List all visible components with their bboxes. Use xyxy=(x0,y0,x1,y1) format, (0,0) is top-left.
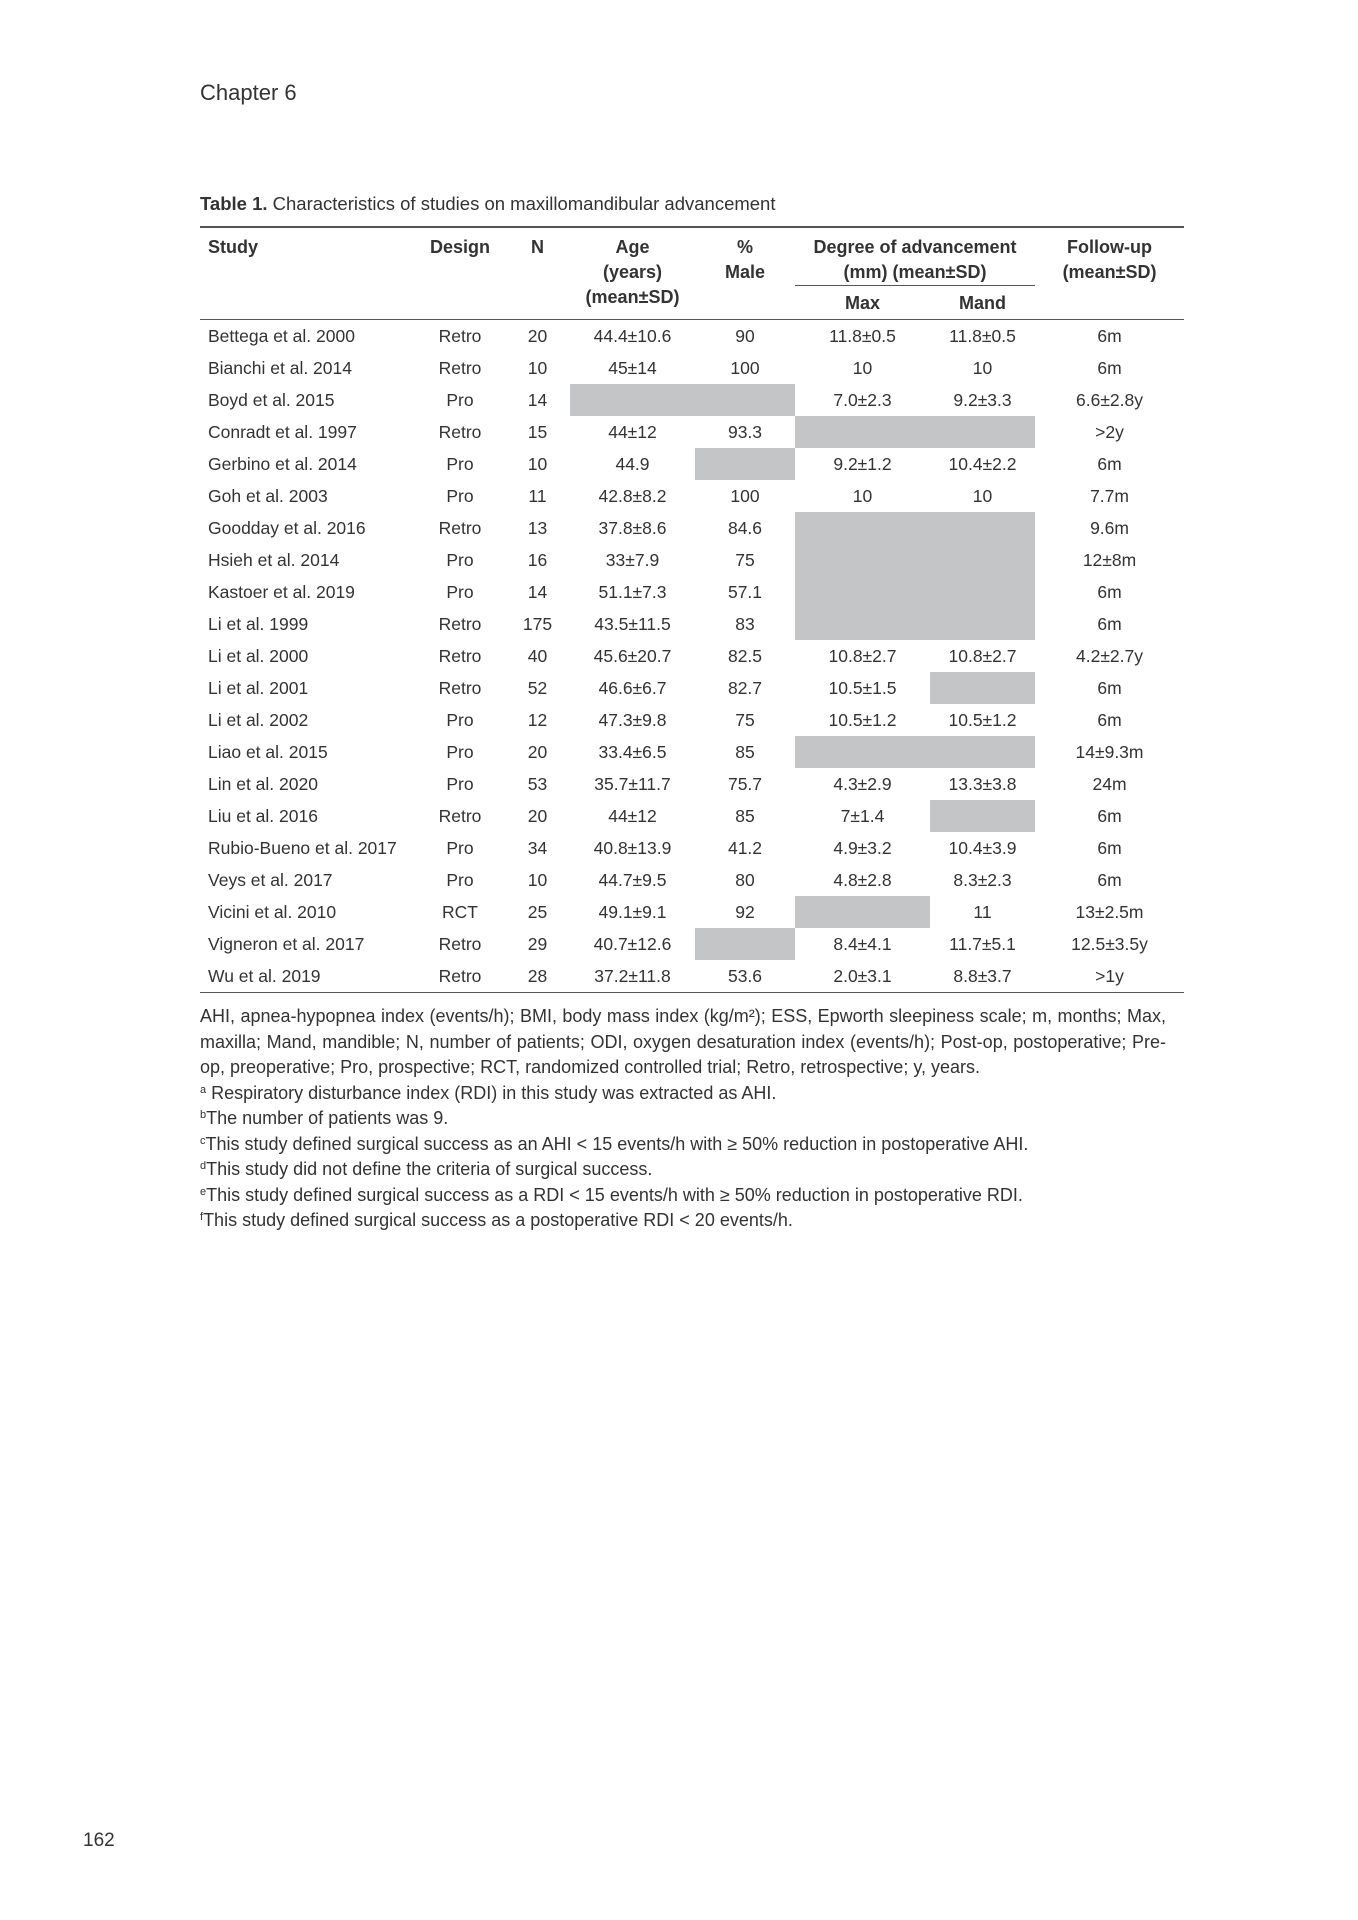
cell-design: Pro xyxy=(446,453,474,474)
cell-study: Bianchi et al. 2014 xyxy=(208,357,352,378)
cell-followup: 6m xyxy=(1097,869,1122,890)
cell-age: 33±7.9 xyxy=(605,549,660,570)
cell-age: 47.3±9.8 xyxy=(598,709,667,730)
cell-study: Conradt et al. 1997 xyxy=(208,421,357,442)
header-advancement: Degree of advancement (mm) (mean±SD) xyxy=(795,227,1035,286)
cell-study: Goodday et al. 2016 xyxy=(208,517,366,538)
cell-age: 40.7±12.6 xyxy=(593,933,672,954)
cell-max: 10.5±1.5 xyxy=(828,677,897,698)
cell-n: 25 xyxy=(527,901,548,922)
footnote-text: This study defined surgical success as an AHI < 15 events/h with ≥ 50% reduction in postoperative AHI. xyxy=(205,1133,1029,1154)
cell-max xyxy=(795,608,930,640)
cell-mand xyxy=(930,736,1035,768)
page-number: 162 xyxy=(83,1830,115,1851)
cell-design: Pro xyxy=(446,773,474,794)
table-row xyxy=(200,736,1184,768)
cell-followup: 6m xyxy=(1097,581,1122,602)
cell-followup: 14±9.3m xyxy=(1075,741,1144,762)
cell-age: 44.9 xyxy=(615,453,650,474)
table-caption-text: Characteristics of studies on maxillomandibular advancement xyxy=(267,193,776,214)
cell-male: 85 xyxy=(735,805,755,826)
cell-male xyxy=(695,384,795,416)
table-caption-label: Table 1. xyxy=(200,193,268,214)
cell-max xyxy=(795,416,930,448)
cell-followup: >1y xyxy=(1035,960,1184,993)
cell-mand: 11 xyxy=(973,901,992,922)
cell-followup: 6m xyxy=(1097,357,1122,378)
cell-mand: 9.2±3.3 xyxy=(953,389,1012,410)
footnote xyxy=(200,1106,1166,1132)
cell-mand xyxy=(930,576,1035,608)
cell-followup: 4.2±2.7y xyxy=(1076,645,1144,666)
header-age: Age (years) (mean±SD) xyxy=(570,227,695,320)
cell-study: Wu et al. 2019 xyxy=(200,960,415,993)
cell-study: Rubio-Bueno et al. 2017 xyxy=(208,837,397,858)
cell-max: 10.5±1.2 xyxy=(828,709,897,730)
cell-max: 4.3±2.9 xyxy=(833,773,892,794)
cell-n: 14 xyxy=(527,581,548,602)
cell-study: Bettega et al. 2000 xyxy=(208,325,355,346)
cell-age: 33.4±6.5 xyxy=(598,741,667,762)
cell-mand: 10.5±1.2 xyxy=(948,709,1017,730)
cell-design: Retro xyxy=(438,613,482,634)
cell-study: Liu et al. 2016 xyxy=(208,805,318,826)
cell-age: 49.1±9.1 xyxy=(598,901,667,922)
cell-mand: 10 xyxy=(972,485,993,506)
table-row xyxy=(200,640,1184,672)
cell-study: Li et al. 2002 xyxy=(208,709,309,730)
cell-max: 7±1.4 xyxy=(840,805,885,826)
footnote-text: This study defined surgical success as a postoperative RDI < 20 events/h. xyxy=(203,1210,793,1230)
table-row xyxy=(200,416,1184,448)
footnote xyxy=(200,1183,1166,1209)
cell-design: Pro xyxy=(446,581,474,602)
footnote-text: This study did not define the criteria of surgical success. xyxy=(206,1159,653,1179)
footnote xyxy=(200,1157,1166,1183)
cell-design: Retro xyxy=(438,677,482,698)
cell-max: 9.2±1.2 xyxy=(833,453,892,474)
cell-male: 100 xyxy=(730,357,760,378)
cell-design: Retro xyxy=(438,421,482,442)
footnote-mark: b xyxy=(200,1109,207,1121)
table-row xyxy=(200,576,1184,608)
cell-max xyxy=(795,896,930,928)
cell-n: 28 xyxy=(505,960,570,993)
footnote-mark: f xyxy=(200,1211,204,1223)
cell-followup: >2y xyxy=(1095,421,1124,442)
cell-followup: 24m xyxy=(1092,773,1127,794)
table-row xyxy=(200,672,1184,704)
cell-n: 12 xyxy=(527,709,548,730)
table-row xyxy=(200,352,1184,384)
footnote-mark: d xyxy=(200,1160,207,1172)
cell-design: Pro xyxy=(446,837,474,858)
cell-age: 45±14 xyxy=(608,357,657,378)
cell-male: 92 xyxy=(735,901,755,922)
chapter-header: Chapter 6 xyxy=(200,80,297,105)
cell-max: 10 xyxy=(852,485,873,506)
cell-age: 44.4±10.6 xyxy=(593,325,672,346)
cell-n: 10 xyxy=(527,869,548,890)
cell-mand xyxy=(930,672,1035,704)
cell-study: Boyd et al. 2015 xyxy=(208,389,335,410)
table-body xyxy=(200,320,1184,993)
footnote-mark: c xyxy=(200,1134,206,1147)
cell-design: Retro xyxy=(438,517,482,538)
cell-max: 8.4±4.1 xyxy=(833,933,892,954)
cell-age: 43.5±11.5 xyxy=(594,613,671,634)
footnote-list xyxy=(200,1081,1166,1234)
cell-age: 51.1±7.3 xyxy=(598,581,667,602)
cell-followup: 9.6m xyxy=(1090,517,1129,538)
footnote-mark: e xyxy=(200,1185,207,1198)
footnote-text: Respiratory disturbance index (RDI) in this study was extracted as AHI. xyxy=(206,1082,777,1103)
table-row xyxy=(200,832,1184,864)
cell-mand: 10 xyxy=(972,357,993,378)
cell-age: 42.8±8.2 xyxy=(598,485,667,506)
cell-followup: 6.6±2.8y xyxy=(1076,389,1144,410)
table-row xyxy=(200,704,1184,736)
cell-study: Gerbino et al. 2014 xyxy=(208,453,357,474)
cell-male: 75 xyxy=(735,549,755,570)
header-followup: Follow-up (mean±SD) xyxy=(1035,227,1184,320)
cell-followup: 13±2.5m xyxy=(1075,901,1144,922)
cell-mand: 11.8±0.5 xyxy=(949,325,1016,346)
cell-n: 16 xyxy=(527,549,548,570)
cell-male: 53.6 xyxy=(695,960,795,993)
cell-n: 34 xyxy=(527,837,548,858)
cell-n: 15 xyxy=(527,421,548,442)
cell-male: 80 xyxy=(735,869,755,890)
cell-followup: 6m xyxy=(1097,837,1122,858)
cell-followup: 6m xyxy=(1097,677,1122,698)
table-row xyxy=(200,928,1184,960)
cell-mand xyxy=(930,800,1035,832)
cell-design: Pro xyxy=(446,869,474,890)
cell-study: Vigneron et al. 2017 xyxy=(208,933,365,954)
cell-n: 52 xyxy=(527,677,548,698)
abbreviations: AHI, apnea-hypopnea index (events/h); BMI, body mass index (kg/m²); ESS, Epworth sleepiness scale; m, months; Max, maxilla; Mand, mandible; N, number of patients; ODI, oxygen desaturation index (events/h); Post-op, postoperative; Pre-op, preoperative; Pro, prospective; RCT, randomized controlled trial; Retro, retrospective; y, years. xyxy=(200,1006,1166,1077)
cell-n: 10 xyxy=(527,357,548,378)
cell-n: 14 xyxy=(527,389,548,410)
cell-n: 175 xyxy=(522,613,553,634)
cell-study: Li et al. 1999 xyxy=(208,613,309,634)
cell-mand xyxy=(930,544,1035,576)
cell-age xyxy=(570,384,695,416)
footnote xyxy=(200,1132,1166,1158)
cell-male xyxy=(695,928,795,960)
table-row xyxy=(200,768,1184,800)
cell-mand: 13.3±3.8 xyxy=(948,773,1017,794)
cell-male: 84.6 xyxy=(727,517,763,538)
cell-study: Li et al. 2000 xyxy=(208,645,309,666)
cell-max xyxy=(795,544,930,576)
cell-n: 11 xyxy=(528,485,547,506)
cell-max xyxy=(795,576,930,608)
cell-max xyxy=(795,512,930,544)
cell-study: Lin et al. 2020 xyxy=(208,773,318,794)
cell-mand: 8.3±2.3 xyxy=(953,869,1012,890)
table-row xyxy=(200,320,1184,353)
cell-design: Pro xyxy=(446,741,474,762)
cell-n: 20 xyxy=(527,325,548,346)
cell-n: 10 xyxy=(527,453,548,474)
cell-design: Retro xyxy=(438,357,482,378)
cell-male: 100 xyxy=(730,485,760,506)
footnote-mark: a xyxy=(200,1083,207,1096)
cell-max: 10 xyxy=(852,357,873,378)
studies-table xyxy=(200,226,1184,993)
table-row xyxy=(200,448,1184,480)
cell-study: Hsieh et al. 2014 xyxy=(208,549,340,570)
cell-age: 35.7±11.7 xyxy=(594,773,671,794)
cell-followup: 6m xyxy=(1097,805,1122,826)
table-row xyxy=(200,384,1184,416)
cell-male: 82.7 xyxy=(727,677,763,698)
cell-design: Pro xyxy=(446,549,474,570)
table-row xyxy=(200,480,1184,512)
table-caption xyxy=(200,193,775,215)
footnotes xyxy=(200,1004,1166,1234)
cell-age: 40.8±13.9 xyxy=(593,837,672,858)
cell-mand: 8.8±3.7 xyxy=(930,960,1035,993)
cell-max: 11.8±0.5 xyxy=(829,325,896,346)
cell-design: Pro xyxy=(446,485,474,506)
cell-study: Li et al. 2001 xyxy=(208,677,309,698)
cell-n: 53 xyxy=(527,773,548,794)
cell-male: 93.3 xyxy=(727,421,763,442)
cell-n: 20 xyxy=(527,741,548,762)
cell-age: 44.7±9.5 xyxy=(598,869,667,890)
cell-age: 37.8±8.6 xyxy=(598,517,667,538)
cell-male: 41.2 xyxy=(727,837,763,858)
footnote-text: This study defined surgical success as a RDI < 15 events/h with ≥ 50% reduction in postoperative RDI. xyxy=(206,1184,1023,1205)
cell-age: 44±12 xyxy=(608,805,657,826)
cell-male: 75 xyxy=(735,709,755,730)
cell-age: 45.6±20.7 xyxy=(593,645,672,666)
cell-study: Liao et al. 2015 xyxy=(208,741,328,762)
header-design: Design xyxy=(415,227,505,320)
cell-followup: 6m xyxy=(1097,453,1122,474)
cell-design: Retro xyxy=(415,960,505,993)
cell-n: 13 xyxy=(527,517,548,538)
cell-design: Pro xyxy=(446,709,474,730)
cell-male: 90 xyxy=(735,325,755,346)
cell-followup: 6m xyxy=(1097,325,1122,346)
cell-male xyxy=(695,448,795,480)
cell-followup: 7.7m xyxy=(1090,485,1129,506)
footnote xyxy=(200,1208,1166,1234)
cell-age: 46.6±6.7 xyxy=(598,677,667,698)
table-row xyxy=(200,512,1184,544)
cell-max: 10.8±2.7 xyxy=(828,645,897,666)
table-row xyxy=(200,608,1184,640)
table-row xyxy=(200,960,1184,993)
cell-study: Goh et al. 2003 xyxy=(208,485,328,506)
cell-max xyxy=(795,736,930,768)
cell-design: Retro xyxy=(438,325,482,346)
cell-age: 44±12 xyxy=(608,421,657,442)
cell-mand xyxy=(930,512,1035,544)
table-row xyxy=(200,864,1184,896)
cell-study: Kastoer et al. 2019 xyxy=(208,581,355,602)
footnote-text: The number of patients was 9. xyxy=(206,1108,449,1128)
cell-design: RCT xyxy=(442,901,478,922)
header-mand: Mand xyxy=(930,286,1035,320)
footnote xyxy=(200,1081,1166,1107)
header-study: Study xyxy=(200,227,415,320)
table-row xyxy=(200,544,1184,576)
cell-age: 37.2±11.8 xyxy=(570,960,695,993)
cell-max: 4.9±3.2 xyxy=(833,837,892,858)
cell-design: Retro xyxy=(438,805,482,826)
cell-n: 20 xyxy=(527,805,548,826)
cell-followup: 12.5±3.5y xyxy=(1071,933,1148,954)
cell-mand: 10.4±2.2 xyxy=(948,453,1017,474)
cell-max: 2.0±3.1 xyxy=(795,960,930,993)
cell-mand: 10.4±3.9 xyxy=(948,837,1017,858)
cell-design: Retro xyxy=(438,645,482,666)
table-row xyxy=(200,800,1184,832)
cell-max: 4.8±2.8 xyxy=(833,869,892,890)
cell-mand xyxy=(930,416,1035,448)
cell-male: 57.1 xyxy=(727,581,763,602)
header-max: Max xyxy=(795,286,930,320)
cell-followup: 12±8m xyxy=(1082,549,1137,570)
cell-max: 7.0±2.3 xyxy=(833,389,892,410)
cell-n: 29 xyxy=(527,933,548,954)
cell-male: 83 xyxy=(735,613,755,634)
cell-male: 75.7 xyxy=(727,773,763,794)
cell-followup: 6m xyxy=(1097,613,1122,634)
cell-male: 82.5 xyxy=(727,645,763,666)
table-row xyxy=(200,896,1184,928)
cell-study: Vicini et al. 2010 xyxy=(208,901,337,922)
header-n: N xyxy=(505,227,570,320)
cell-followup: 6m xyxy=(1097,709,1122,730)
cell-mand: 11.7±5.1 xyxy=(949,933,1016,954)
cell-study: Veys et al. 2017 xyxy=(208,869,333,890)
cell-design: Pro xyxy=(446,389,474,410)
header-male: % Male xyxy=(695,227,795,320)
cell-n: 40 xyxy=(527,645,548,666)
cell-male: 85 xyxy=(735,741,755,762)
cell-mand: 10.8±2.7 xyxy=(948,645,1017,666)
cell-design: Retro xyxy=(438,933,482,954)
cell-mand xyxy=(930,608,1035,640)
